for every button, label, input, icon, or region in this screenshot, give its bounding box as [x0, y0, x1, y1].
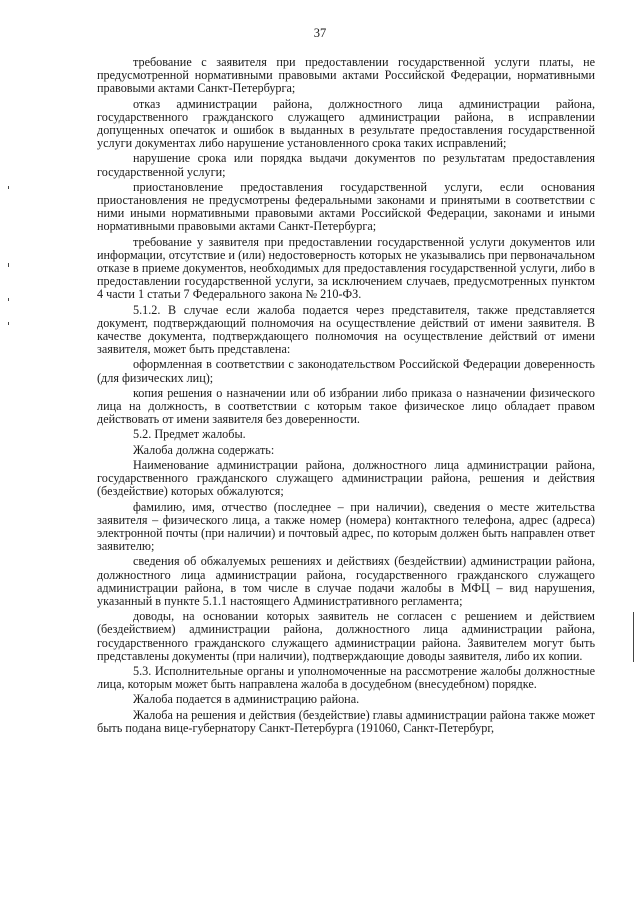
- paragraph: Жалоба должна содержать:: [133, 442, 275, 457]
- paragraph: 5.3. Исполнительные органы и уполномоченные на рассмотрение жалобы должностные лица, которым может быть направлена жалоба в досудебном (внесудебном) порядке.: [97, 663, 595, 692]
- paragraph: приостановление предоставления государственной услуги, если основания приостановления не предусмотрены федеральными законами и принятыми в соответствии с ними иными нормативными правовыми актами Российской Федерации, законами и иными нормативными правовыми актами Санкт-Петербурга;: [97, 179, 595, 234]
- scan-mark: [8, 298, 9, 301]
- paragraph: Наименование администрации района, должностного лица администрации района, государственного гражданского служащего администрации района, решения и действия (бездействие) которых обжалуются;: [97, 457, 595, 499]
- paragraph: фамилию, имя, отчество (последнее – при наличии), сведения о месте жительства заявителя – физического лица, а также номер (номера) контактного телефона, адрес (адреса) электронной почты (при наличии) и почтовый адрес, по которым должен быть направлен ответ заявителю;: [97, 499, 595, 554]
- paragraph: отказ администрации района, должностного лица администрации района, государственного гражданского служащего администрации района, в исправлении допущенных опечаток и ошибок в выданных в результате предоставления государственной услуги документах либо нарушение установленного срока таких исправлений;: [97, 96, 595, 151]
- scan-mark: [8, 263, 9, 267]
- document-body: [97, 56, 595, 737]
- scan-mark: [8, 186, 9, 189]
- paragraph: сведения об обжалуемых решениях и действиях (бездействии) администрации района, должностного лица администрации района, государственного гражданского служащего администрации района, в том числе в случае подачи жалобы в МФЦ – вид нарушения, указанный в пункте 5.1.1 настоящего Административного регламента;: [97, 554, 595, 608]
- scan-mark: [633, 612, 634, 662]
- scan-mark: [8, 322, 9, 325]
- paragraph: 5.1.2. В случае если жалоба подается через представителя, также представляется документ, подтверждающий полномочия на осуществление действий от имени заявителя. В качестве документа, подтверждающего полномочия на осуществление действий от имени заявителя, может быть представлена:: [97, 302, 595, 357]
- paragraph: Жалоба подается в администрацию района.: [133, 692, 360, 707]
- paragraph: нарушение срока или порядка выдачи документов по результатам предоставления государственной услуги;: [97, 151, 595, 179]
- page-number: 37: [313, 26, 327, 40]
- paragraph: 5.2. Предмет жалобы.: [133, 427, 246, 442]
- paragraph: требование с заявителя при предоставлении государственной услуги платы, не предусмотренной нормативными правовыми актами Российской Федерации, нормативными правовыми актами Санкт-Петербурга;: [97, 55, 595, 96]
- paragraph: требование у заявителя при предоставлении государственной услуги документов или информации, отсутствие и (или) недостоверность которых не указывались при первоначальном отказе в приеме документов, необходимых для предоставления государственной услуги, либо в предоставлении государственной услуги, за исключением случаев, предусмотренных пунктом 4 части 1 статьи 7 Федерального закона № 210-ФЗ.: [97, 234, 595, 302]
- paragraph: копия решения о назначении или об избрании либо приказа о назначении физического лица на должность, в соответствии с которым такое физическое лицо обладает правом действовать от имени заявителя без доверенности.: [97, 385, 595, 427]
- paragraph: оформленная в соответствии с законодательством Российской Федерации доверенность (для физических лиц);: [97, 357, 595, 385]
- paragraph: Жалоба на решения и действия (бездействие) главы администрации района также может быть подана вице-губернатору Санкт-Петербурга (191060, Санкт-Петербург,: [97, 707, 595, 735]
- paragraph: доводы, на основании которых заявитель не согласен с решением и действием (бездействием) администрации района, должностного лица администрации района, государственного гражданского служащего администрации района. Заявителем могут быть представлены документы (при наличии), подтверждающие доводы заявителя, либо их копии.: [97, 609, 595, 663]
